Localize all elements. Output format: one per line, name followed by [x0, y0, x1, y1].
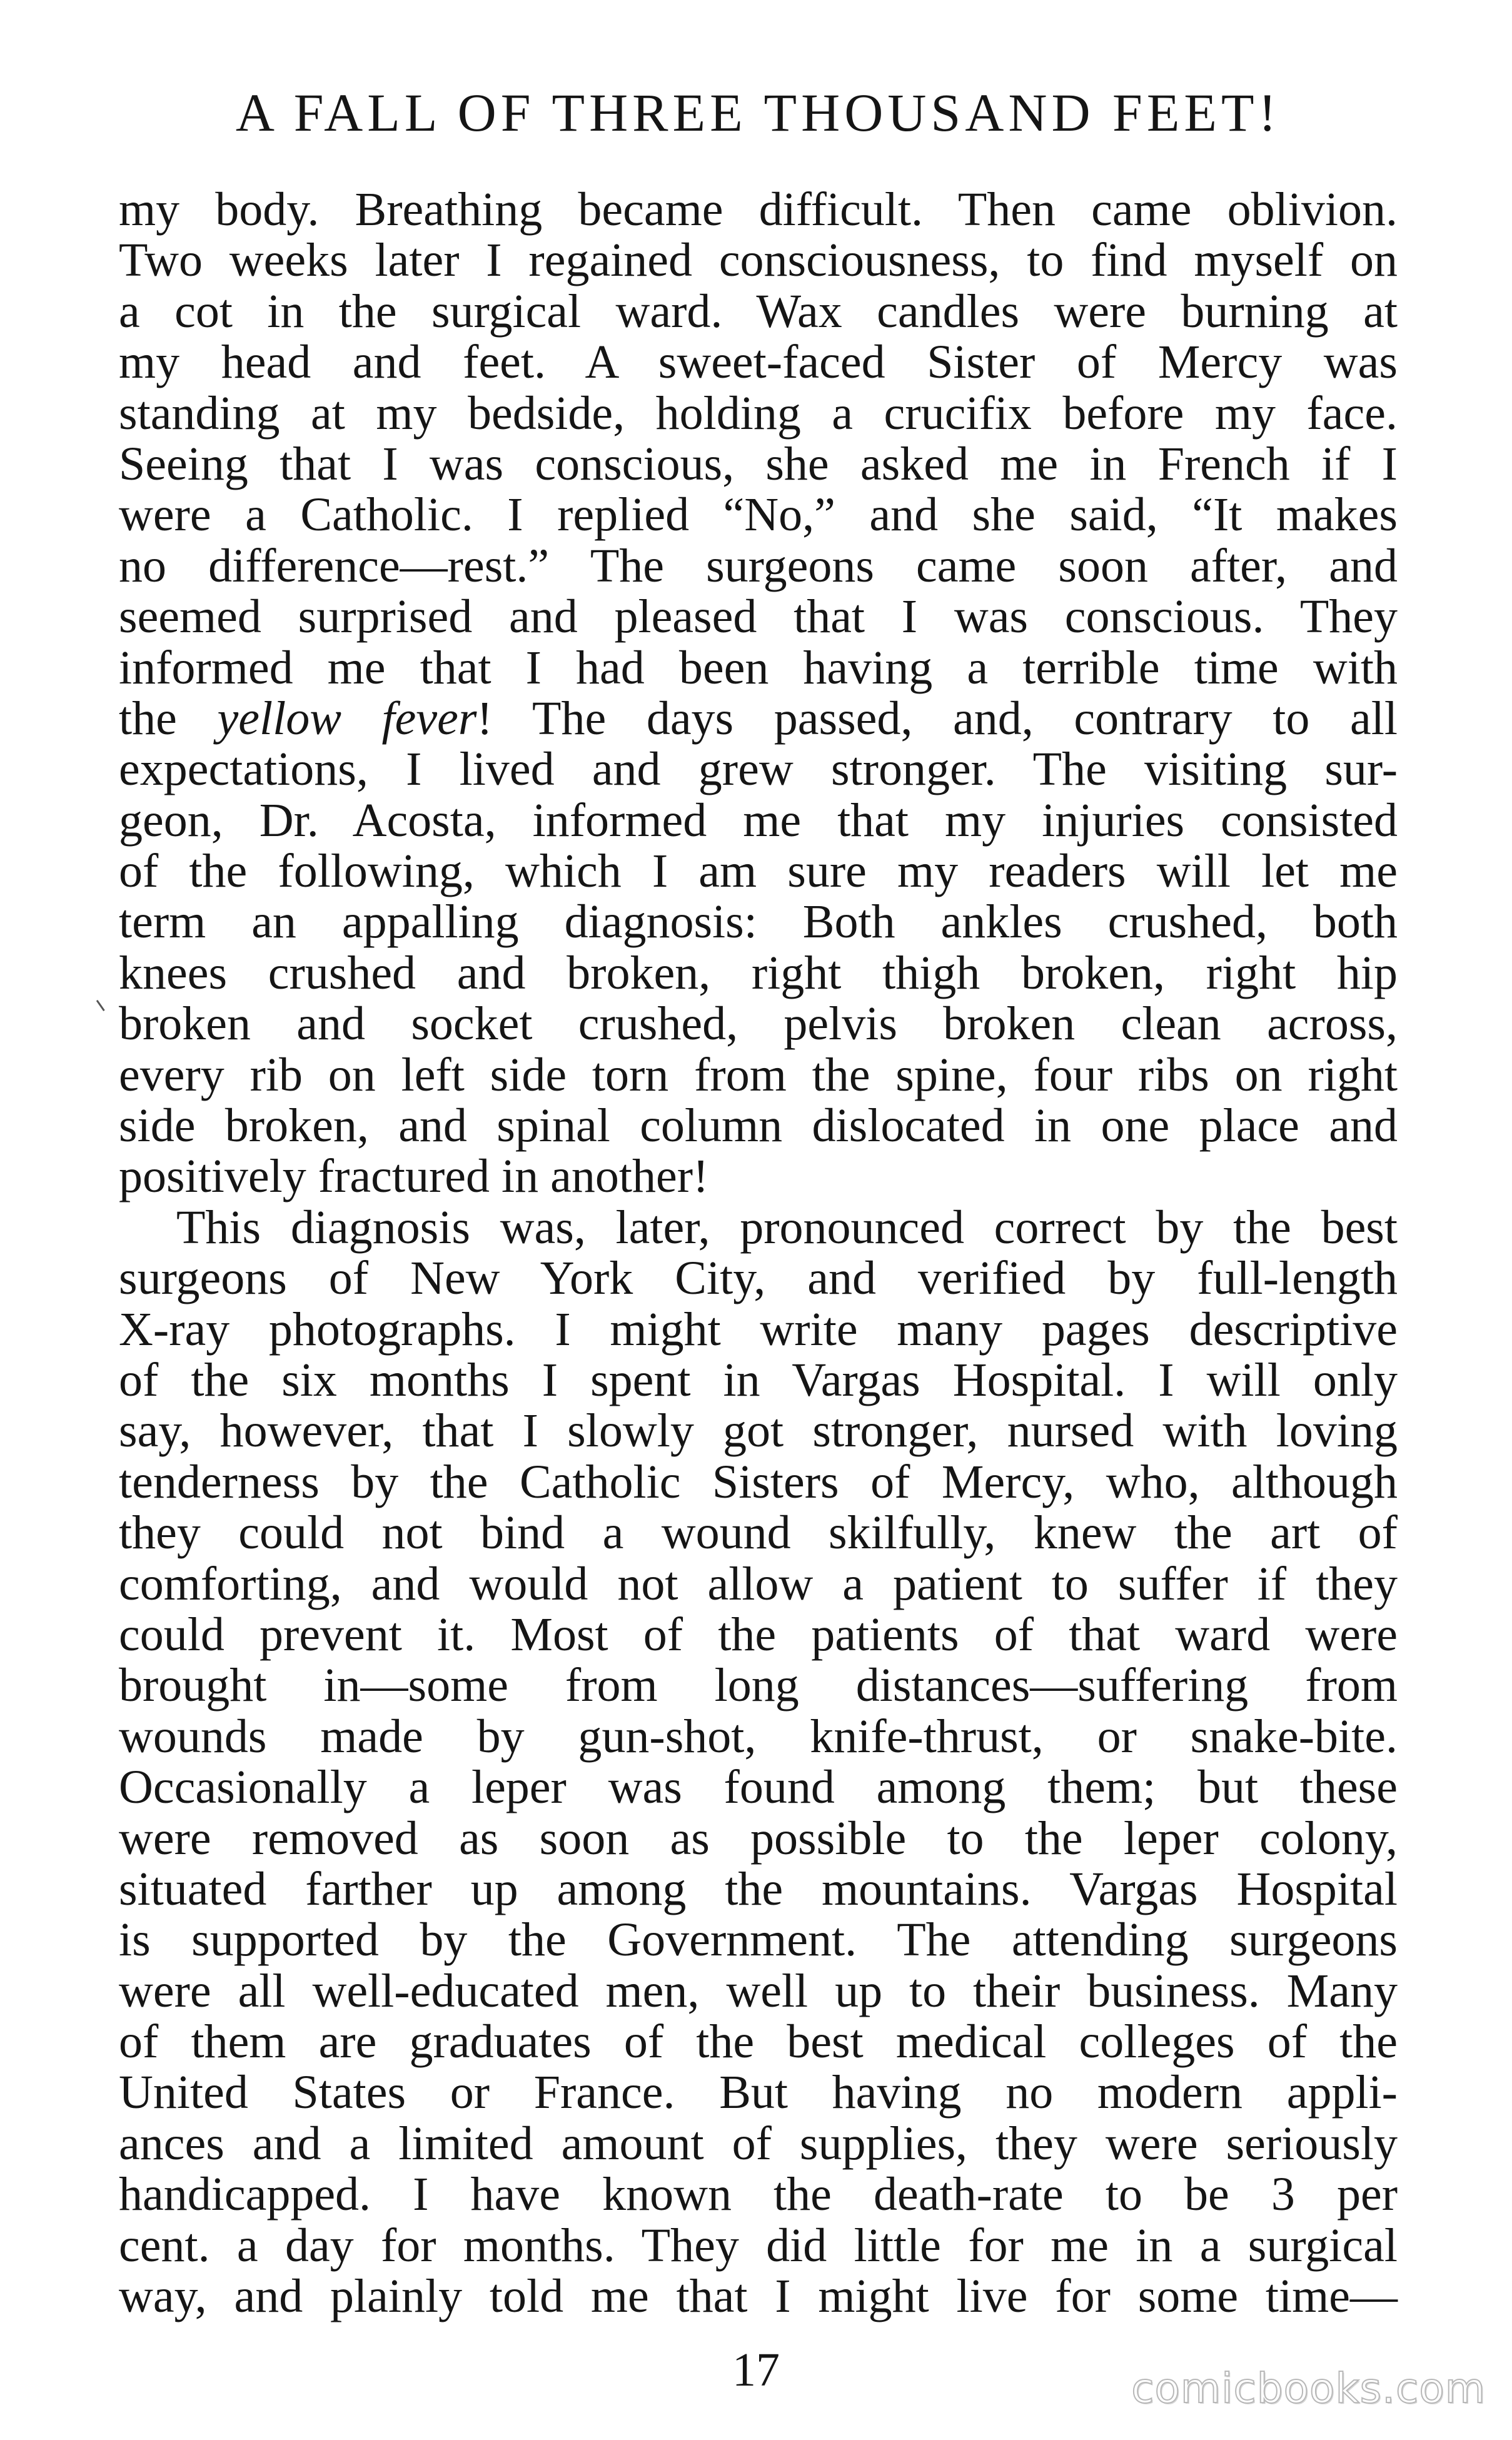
- text-line: seemed surprised and pleased that I was conscious. They: [119, 590, 1398, 643]
- text-line: side broken, and spinal column dislocated in one place and: [119, 1099, 1398, 1152]
- watermark-logo: comicbooks.com: [1131, 2364, 1486, 2412]
- text-line: way, and plainly told me that I might live for some time—: [119, 2270, 1398, 2323]
- text-line: expectations, I lived and grew stronger. The visiting sur-: [119, 743, 1398, 796]
- paragraph-start-line: This diagnosis was, later, pronounced correct by the best: [176, 1201, 1398, 1254]
- text-line: my head and feet. A sweet-faced Sister of Mercy was: [119, 336, 1398, 389]
- text-line: is supported by the Government. The attending surgeons: [119, 1913, 1398, 1967]
- text-line: say, however, that I slowly got stronger, nursed with loving: [119, 1404, 1398, 1458]
- text-line: Two weeks later I regained consciousness, to find myself on: [119, 234, 1398, 287]
- text-line: could prevent it. Most of the patients of that ward were: [119, 1608, 1398, 1661]
- text-line: Occasionally a leper was found among them; but these: [119, 1761, 1398, 1814]
- body-text: [119, 184, 1398, 2322]
- text-line: cent. a day for months. They did little for me in a surgical: [119, 2219, 1398, 2272]
- text-line: were a Catholic. I replied “No,” and she said, “It makes: [119, 488, 1398, 542]
- text-line: positively fractured in another!: [119, 1150, 709, 1203]
- text-line: United States or France. But having no modern appli-: [119, 2066, 1398, 2119]
- text-line: comforting, and would not allow a patient to suffer if they: [119, 1557, 1398, 1610]
- text-line: were all well-educated men, well up to their business. Many: [119, 1964, 1398, 2017]
- text-line: they could not bind a wound skilfully, knew the art of: [119, 1506, 1398, 1560]
- text-line: term an appalling diagnosis: Both ankles crushed, both: [119, 895, 1398, 949]
- running-head: A FALL OF THREE THOUSAND FEET!: [235, 83, 1281, 143]
- text-line: informed me that I had been having a terrible time with: [119, 641, 1398, 694]
- text-line: Seeing that I was conscious, she asked me in French if I: [119, 437, 1398, 490]
- text-line: wounds made by gun-shot, knife-thrust, or snake-bite.: [119, 1710, 1398, 1763]
- text-line: handicapped. I have known the death-rate to be 3 per: [119, 2168, 1398, 2221]
- text-line: a cot in the surgical ward. Wax candles were burning at: [119, 285, 1398, 338]
- text-line: the yellow fever! The days passed, and, contrary to all: [119, 692, 1398, 745]
- emphasis-text: yellow fever: [217, 692, 477, 745]
- text-line: of the six months I spent in Vargas Hospital. I will only: [119, 1353, 1398, 1406]
- text-line: no difference—rest.” The surgeons came soon after, and: [119, 539, 1398, 592]
- text-line: broken and socket crushed, pelvis broken clean across,: [119, 997, 1398, 1051]
- margin-mark: [96, 995, 112, 1011]
- text-line: ances and a limited amount of supplies, they were seriously: [119, 2117, 1398, 2170]
- text-line: brought in—some from long distances—suffering from: [119, 1659, 1398, 1712]
- text-line: of the following, which I am sure my readers will let me: [119, 845, 1398, 898]
- text-line: X-ray photographs. I might write many pages descriptive: [119, 1303, 1398, 1356]
- page-number: 17: [732, 2344, 780, 2396]
- text-line: surgeons of New York City, and verified by full-length: [119, 1252, 1398, 1305]
- text-line: tenderness by the Catholic Sisters of Mercy, who, although: [119, 1455, 1398, 1508]
- text-line: of them are graduates of the best medical colleges of the: [119, 2015, 1398, 2069]
- text-line: my body. Breathing became difficult. Then came oblivion.: [119, 183, 1398, 236]
- text-line: standing at my bedside, holding a crucifix before my face.: [119, 386, 1398, 440]
- text-line: every rib on left side torn from the spine, four ribs on right: [119, 1048, 1398, 1101]
- text-line: were removed as soon as possible to the leper colony,: [119, 1812, 1398, 1865]
- text-line: knees crushed and broken, right thigh broken, right hip: [119, 946, 1398, 999]
- text-line: geon, Dr. Acosta, informed me that my injuries consisted: [119, 794, 1398, 847]
- text-line: situated farther up among the mountains. Vargas Hospital: [119, 1862, 1398, 1915]
